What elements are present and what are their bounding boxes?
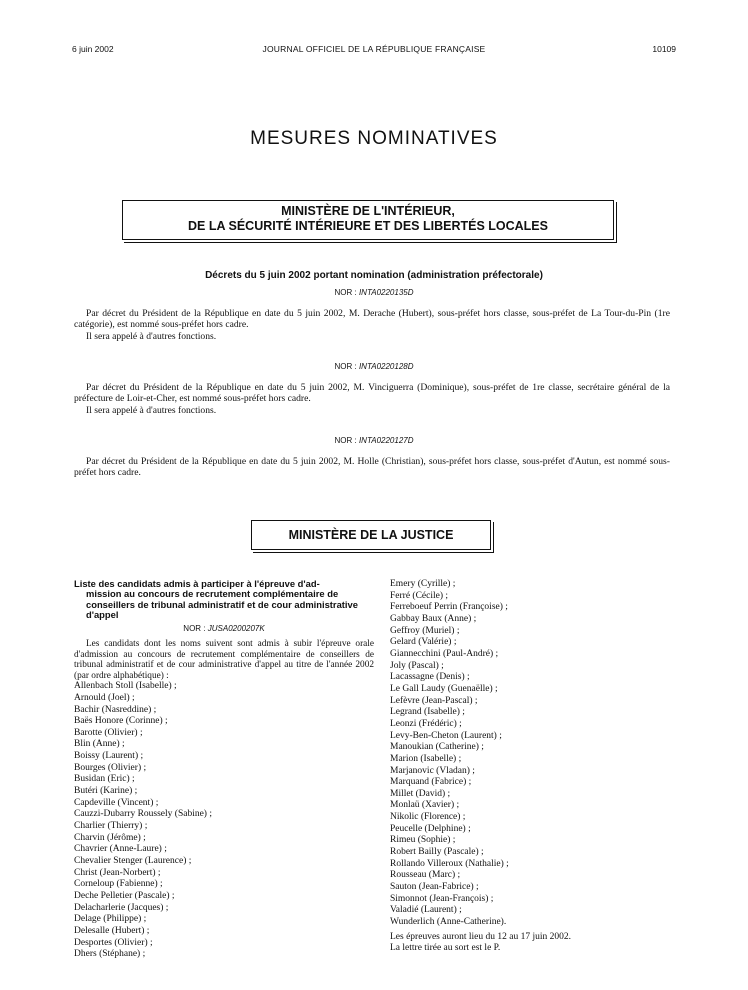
candidate-name: Manoukian (Catherine) ; [390, 742, 484, 753]
candidate-name: Busidan (Eric) ; [74, 774, 135, 785]
candidate-name: Gelard (Valérie) ; [390, 637, 457, 648]
candidate-name: Barotte (Olivier) ; [74, 727, 143, 738]
decree-2-nor [0, 362, 748, 371]
decree-1-note: Il sera appelé à d'autres fonctions. [86, 330, 217, 342]
candidate-name: Baës Honore (Corinne) ; [74, 716, 168, 727]
nor-code: JUSA0200207K [207, 624, 265, 634]
header-date: 6 juin 2002 [72, 44, 114, 54]
candidate-name: Lefèvre (Jean-Pascal) ; [390, 695, 478, 706]
ministry-justice-box [251, 520, 491, 550]
nor-code: INTA0220127D [358, 436, 414, 445]
decree-3-paragraph [74, 456, 670, 479]
candidate-name: Ferreboeuf Perrin (Françoise) ; [390, 602, 508, 613]
ministry-interior-box [122, 200, 614, 240]
candidate-name: Boissy (Laurent) ; [74, 751, 144, 762]
candidate-name: Deche Pelletier (Pascale) ; [74, 891, 175, 901]
candidate-name: Levy-Ben-Cheton (Laurent) ; [390, 730, 502, 741]
candidate-name: Lacassagne (Denis) ; [390, 672, 470, 683]
candidate-name: Millet (David) ; [390, 788, 451, 799]
decree-1-nor [0, 288, 748, 297]
candidate-name: Legrand (Isabelle) ; [390, 707, 465, 718]
candidates-intro: Les candidats dont les noms suivent sont admis à subir l'épreuve orale d'admission au concours de recrutement complémentaire de conseillers de tribunal administratif et de cour administrative d'appel au titre de l'année 2002 (par ordre alphabétique) : [74, 639, 374, 681]
candidate-name: Allenbach Stoll (Isabelle) ; [74, 681, 177, 692]
page-number: 10109 [652, 44, 676, 54]
nor-label: NOR : [334, 436, 357, 445]
candidate-name: Nikolic (Florence) ; [390, 812, 466, 823]
candidate-name: Bachir (Nasreddine) ; [74, 704, 157, 715]
candidate-name: Chavrier (Anne-Laure) ; [74, 844, 167, 855]
ministry-interior-line2: DE LA SÉCURITÉ INTÉRIEURE ET DES LIBERTÉS LOCALES [188, 219, 548, 233]
nor-code: INTA0220128D [358, 362, 414, 371]
candidate-name: Ferré (Cécile) ; [390, 590, 449, 601]
candidate-list-right [390, 579, 680, 929]
candidate-name: Bourges (Olivier) ; [74, 762, 147, 773]
candidate-name: Wunderlich (Anne-Catherine). [390, 917, 507, 928]
candidate-name: Giannecchini (Paul-André) ; [390, 648, 499, 659]
candidate-name: Delesalle (Hubert) ; [74, 925, 150, 936]
candidate-name: Charlier (Thierry) ; [74, 821, 148, 832]
candidate-name: Charvin (Jérôme) ; [74, 832, 146, 843]
candidate-list-left [74, 681, 374, 961]
candidate-name: Marquand (Fabrice) ; [390, 777, 472, 788]
candidate-name: Rollando Villeroux (Nathalie) ; [390, 858, 509, 869]
candidate-name: Chevalier Stenger (Laurence) ; [74, 856, 192, 867]
candidate-name: Corneloup (Fabienne) ; [74, 879, 163, 890]
decree-2-paragraph [74, 382, 670, 416]
decree-2-text: Par décret du Président de la République en date du 5 juin 2002, M. Vinciguerra (Dominique), sous-préfet de 1re classe, secrétaire général de la préfecture de Loir-et-Cher, est nommé sous-préfet hors cadre. [74, 382, 670, 405]
nor-label: NOR : [334, 362, 357, 371]
candidate-name: Monlaü (Xavier) ; [390, 800, 460, 811]
candidate-name: Peucelle (Delphine) ; [390, 823, 471, 834]
decree-3-text: Par décret du Président de la République en date du 5 juin 2002, M. Holle (Christian), sous-préfet hors classe, sous-préfet d'Autun, est nommé sous-préfet hors cadre. [74, 456, 670, 479]
candidate-name: Marjanovic (Vladan) ; [390, 765, 475, 776]
candidate-name: Joly (Pascal) ; [390, 660, 444, 671]
candidate-name: Robert Bailly (Pascale) ; [390, 847, 484, 858]
candidate-name: Gabbay Baux (Anne) ; [390, 613, 477, 624]
candidate-name: Rimeu (Sophie) ; [390, 835, 456, 846]
candidate-name: Emery (Cyrille) ; [390, 579, 456, 589]
candidate-name: Simonnot (Jean-François) ; [390, 893, 494, 904]
decree-3-nor [0, 436, 748, 445]
candidate-name: Marion (Isabelle) ; [390, 753, 462, 764]
candidate-name: Arnould (Joel) ; [74, 692, 135, 703]
candidates-nor [74, 624, 374, 633]
candidate-name: Dhers (Stéphane) ; [74, 949, 146, 960]
nor-label: NOR : [183, 624, 206, 634]
nor-label: NOR : [334, 288, 357, 297]
candidate-name: Le Gall Laudy (Guenaëlle) ; [390, 683, 498, 694]
decree-1-text: Par décret du Président de la République en date du 5 juin 2002, M. Derache (Hubert), sous-préfet hors classe, sous-préfet de La Tour-du-Pin (1re catégorie), est nommé sous-préfet hors cadre. [74, 308, 670, 331]
closing-line-1: Les épreuves auront lieu du 12 au 17 juin 2002. [390, 931, 571, 942]
candidate-name: Sauton (Jean-Fabrice) ; [390, 882, 479, 893]
candidates-right-column [390, 579, 680, 955]
candidate-name: Delage (Philippe) ; [74, 914, 147, 925]
candidate-name: Desportes (Olivier) ; [74, 937, 153, 948]
decree-1-paragraph [74, 308, 670, 342]
candidate-name: Valadié (Laurent) ; [390, 905, 462, 916]
candidate-name: Delacharlerie (Jacques) ; [74, 902, 169, 913]
candidate-name: Geffroy (Muriel) ; [390, 625, 460, 636]
candidate-name: Cauzzi-Dubarry Roussely (Sabine) ; [74, 809, 212, 820]
ministry-interior-line1: MINISTÈRE DE L'INTÉRIEUR, [281, 204, 455, 218]
decree-2-note: Il sera appelé à d'autres fonctions. [86, 404, 217, 416]
ministry-justice-title: MINISTÈRE DE LA JUSTICE [288, 528, 454, 542]
closing-line-2: La lettre tirée au sort est le P. [390, 943, 501, 954]
decree-title: Décrets du 5 juin 2002 portant nomination (administration préfectorale) [205, 270, 543, 281]
section-title: MESURES NOMINATIVES [250, 128, 498, 149]
candidates-title-first: Liste des candidats admis à participer à l'épreuve d'ad- [74, 578, 320, 589]
candidate-name: Capdeville (Vincent) ; [74, 797, 159, 808]
candidate-name: Blin (Anne) ; [74, 739, 125, 750]
nor-code: INTA0220135D [358, 288, 414, 297]
candidates-left-column [74, 579, 374, 961]
candidate-name: Leonzi (Frédéric) ; [390, 718, 462, 729]
closing-notes [390, 932, 680, 955]
journal-title: JOURNAL OFFICIEL DE LA RÉPUBLIQUE FRANÇAISE [262, 44, 486, 54]
candidates-title-rest: mission au concours de recrutement complémentaire de conseillers de tribunal administratif et de cour administrative d'appel [86, 588, 358, 620]
candidate-name: Christ (Jean-Norbert) ; [74, 867, 161, 878]
candidate-name: Butéri (Karine) ; [74, 786, 138, 797]
candidate-name: Rousseau (Marc) ; [390, 870, 461, 881]
candidates-title [74, 579, 374, 620]
